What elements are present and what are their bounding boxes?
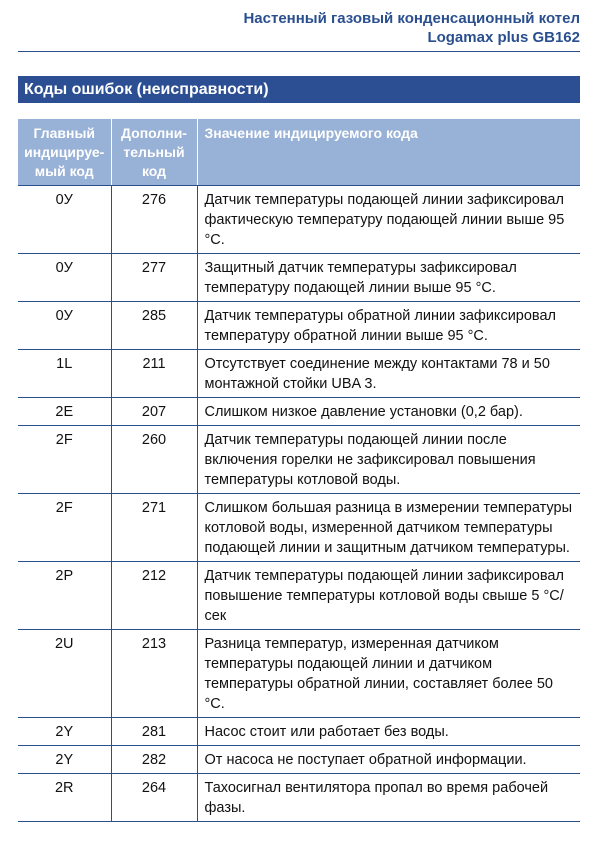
table-row: [18, 746, 580, 774]
header-title: Настенный газовый конденсационный котел: [243, 10, 580, 27]
table-row: [18, 774, 580, 822]
error-codes-table: [18, 119, 580, 822]
main-code-cell: 2U: [18, 630, 111, 718]
table-row: [18, 186, 580, 254]
table-header-row: [18, 119, 580, 186]
main-code-cell: 2E: [18, 398, 111, 426]
extra-code-cell: 277: [111, 254, 197, 302]
description-cell: Тахосигнал вентилятора пропал во время рабочей фазы.: [197, 774, 580, 822]
table-row: [18, 718, 580, 746]
extra-code-cell: 207: [111, 398, 197, 426]
extra-code-cell: 264: [111, 774, 197, 822]
column-header-main-code: Главный индицируе-мый код: [18, 119, 111, 186]
extra-code-cell: 281: [111, 718, 197, 746]
table-row: [18, 630, 580, 718]
table-body: [18, 186, 580, 822]
description-cell: Слишком большая разница в измерении температуры котловой воды, измеренной датчиком температуры подающей линии и защитным датчиком температуры.: [197, 494, 580, 562]
description-cell: Насос стоит или работает без воды.: [197, 718, 580, 746]
main-code-cell: 1L: [18, 350, 111, 398]
main-code-cell: 2R: [18, 774, 111, 822]
main-code-cell: 2F: [18, 494, 111, 562]
header-model: Logamax plus GB162: [427, 29, 580, 46]
section-title: Коды ошибок (неисправности): [18, 76, 580, 103]
main-code-cell: 2Y: [18, 746, 111, 774]
description-cell: От насоса не поступает обратной информации.: [197, 746, 580, 774]
extra-code-cell: 271: [111, 494, 197, 562]
table-row: [18, 350, 580, 398]
extra-code-cell: 282: [111, 746, 197, 774]
extra-code-cell: 211: [111, 350, 197, 398]
column-header-extra-code: Дополни-тельный код: [111, 119, 197, 186]
extra-code-cell: 212: [111, 562, 197, 630]
table-row: [18, 398, 580, 426]
description-cell: Датчик температуры подающей линии зафиксировал повышение температуры котловой воды свыше 5 °C/сек: [197, 562, 580, 630]
description-cell: Защитный датчик температуры зафиксировал температуру подающей линии выше 95 °C.: [197, 254, 580, 302]
main-code-cell: 2P: [18, 562, 111, 630]
table-row: [18, 426, 580, 494]
description-cell: Отсутствует соединение между контактами 78 и 50 монтажной стойки UBA 3.: [197, 350, 580, 398]
description-cell: Датчик температуры обратной линии зафиксировал температуру обратной линии выше 95 °C.: [197, 302, 580, 350]
extra-code-cell: 213: [111, 630, 197, 718]
description-cell: Разница температур, измеренная датчиком температуры подающей линии и датчиком температуры обратной линии, составляет более 50 °C.: [197, 630, 580, 718]
description-cell: Датчик температуры подающей линии зафиксировал фактическую температуру подающей линии выше 95 °C.: [197, 186, 580, 254]
table-row: [18, 254, 580, 302]
main-code-cell: 2F: [18, 426, 111, 494]
column-header-description: Значение индицируемого кода: [197, 119, 580, 186]
table-row: [18, 562, 580, 630]
document-header: [243, 9, 580, 47]
header-divider: [18, 51, 580, 52]
main-code-cell: 0У: [18, 302, 111, 350]
extra-code-cell: 276: [111, 186, 197, 254]
extra-code-cell: 285: [111, 302, 197, 350]
description-cell: Слишком низкое давление установки (0,2 бар).: [197, 398, 580, 426]
table-row: [18, 302, 580, 350]
main-code-cell: 0У: [18, 186, 111, 254]
extra-code-cell: 260: [111, 426, 197, 494]
main-code-cell: 0У: [18, 254, 111, 302]
main-code-cell: 2Y: [18, 718, 111, 746]
table-row: [18, 494, 580, 562]
description-cell: Датчик температуры подающей линии после включения горелки не зафиксировал повышения температуры котловой воды.: [197, 426, 580, 494]
